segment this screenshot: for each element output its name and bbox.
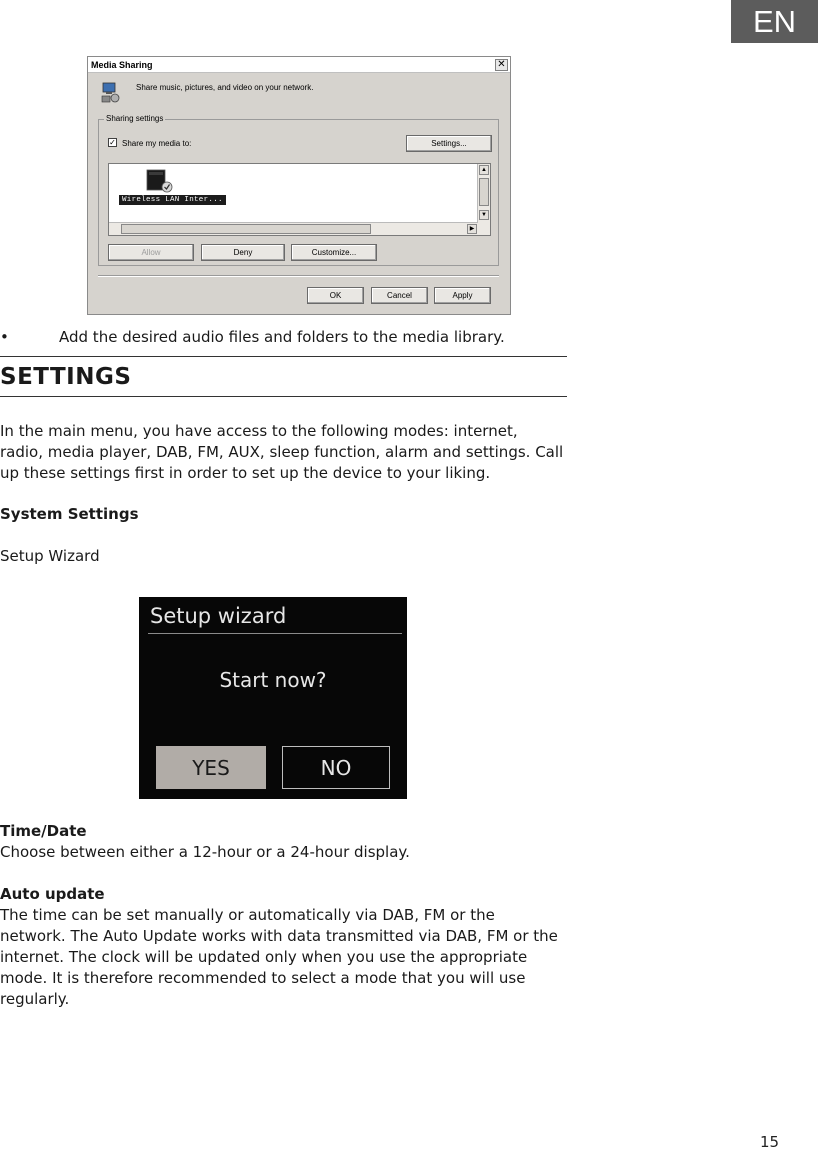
section-heading: SETTINGS	[0, 364, 132, 390]
time-date-text: Choose between either a 12-hour or a 24-hour display.	[0, 843, 410, 861]
time-date-heading: Time/Date	[0, 822, 87, 840]
auto-update-heading: Auto update	[0, 885, 105, 903]
yes-button[interactable]: YES	[156, 746, 266, 789]
scroll-right-icon[interactable]: ▶	[467, 224, 477, 234]
ok-button[interactable]: OK	[307, 287, 364, 304]
device-screen-rule	[148, 633, 402, 634]
bullet-icon: •	[0, 328, 9, 346]
scroll-thumb[interactable]	[479, 178, 489, 206]
intro-paragraph: In the main menu, you have access to the following modes: internet, radio, media player, DAB, FM, AUX, sleep function, alarm and settings. Call up these settings first in order to set up the device to your liking.	[0, 422, 564, 482]
page-number: 15	[760, 1133, 780, 1149]
deny-button[interactable]: Deny	[201, 244, 285, 261]
dialog-titlebar	[88, 57, 510, 73]
share-media-label: Share my media to:	[122, 139, 192, 148]
dialog-header-text: Share music, pictures, and video on your network.	[136, 83, 314, 92]
hscroll-thumb[interactable]	[121, 224, 371, 234]
device-label[interactable]: Wireless LAN Inter...	[119, 195, 226, 205]
apply-button[interactable]: Apply	[434, 287, 491, 304]
allow-button[interactable]: Allow	[108, 244, 194, 261]
device-question: Start now?	[219, 668, 327, 692]
no-button[interactable]: NO	[282, 746, 390, 789]
settings-button[interactable]: Settings...	[406, 135, 492, 152]
system-settings-heading: System Settings	[0, 505, 139, 523]
device-screen	[139, 597, 407, 799]
cancel-button[interactable]: Cancel	[371, 287, 428, 304]
customize-button[interactable]: Customize...	[291, 244, 377, 261]
bullet-text: Add the desired audio files and folders to the media library.	[59, 328, 505, 346]
wireless-device-icon	[144, 168, 174, 194]
heading-rule-bottom	[0, 396, 567, 397]
share-media-checkbox[interactable]: ✓	[109, 138, 116, 147]
language-tab: EN	[731, 0, 818, 43]
dialog-separator	[98, 275, 499, 277]
dialog-title: Media Sharing	[91, 60, 153, 70]
media-sharing-icon	[100, 82, 120, 104]
vertical-scrollbar[interactable]	[477, 164, 490, 235]
scroll-down-icon[interactable]: ▼	[479, 210, 489, 220]
heading-rule-top	[0, 356, 567, 357]
media-sharing-dialog	[87, 56, 511, 315]
sharing-settings-label: Sharing settings	[106, 114, 164, 123]
scroll-up-icon[interactable]: ▲	[479, 165, 489, 175]
device-screen-title: Setup wizard	[150, 604, 287, 628]
close-icon[interactable]: ✕	[495, 59, 508, 71]
horizontal-scrollbar[interactable]	[109, 222, 478, 235]
auto-update-text: The time can be set manually or automatically via DAB, FM or the network. The Auto Update works with data transmitted via DAB, FM or the internet. The clock will be updated only when you use the appropriate mode. It is therefore recommended to select a mode that you will use regularly.	[0, 906, 558, 1008]
setup-wizard-label: Setup Wizard	[0, 547, 100, 565]
device-list[interactable]	[108, 163, 491, 236]
